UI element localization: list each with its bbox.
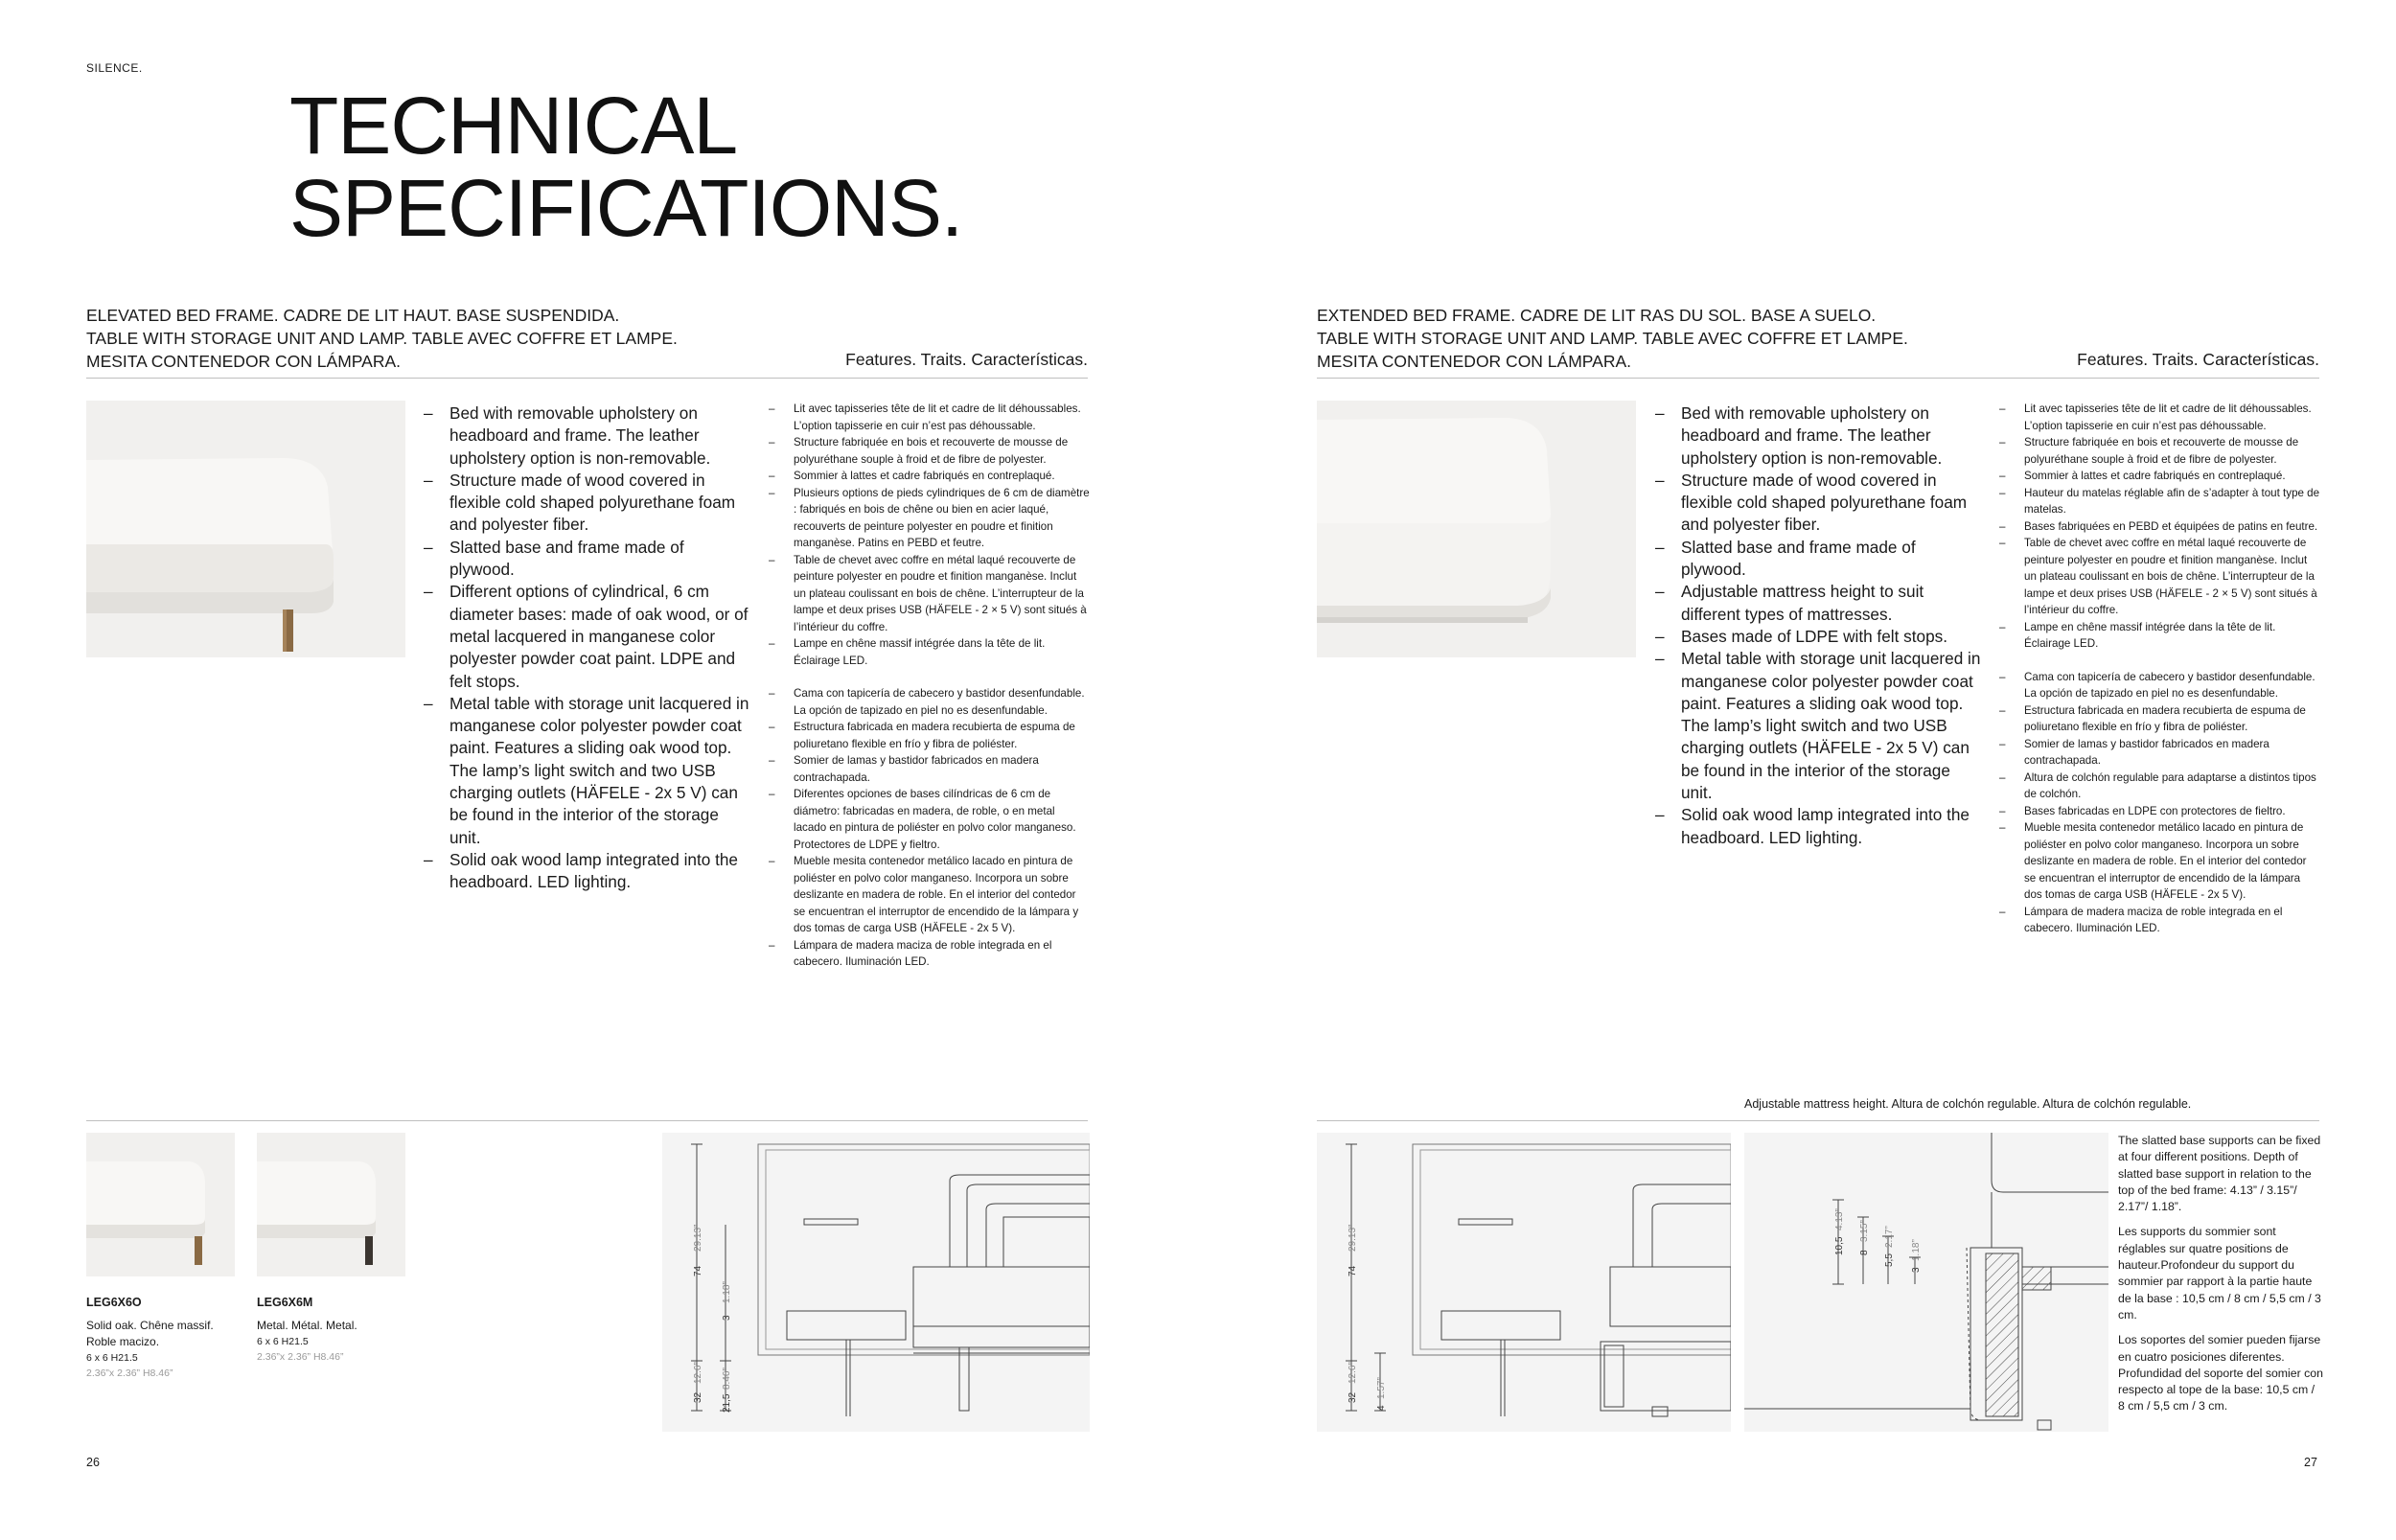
right-header-line-3: MESITA CONTENEDOR CON LÁMPARA. [1317, 352, 1632, 371]
list-item: – Sommier à lattes et cadre fabriqués en contreplaqué. [769, 468, 1090, 485]
detail-dim-1: 10,5 [1834, 1236, 1845, 1255]
list-item: – Plusieurs options de pieds cylindriques de 6 cm de diamètre : fabriqués en bois de chêne ou bien en acier laqué, recouverts de peinture polyester en poudre et finition manganèse. Patins en PEBD et feutre. [769, 485, 1090, 552]
metal-leg-bed-illustration [257, 1133, 405, 1276]
dim-74-in: 29.13” [1348, 1224, 1358, 1252]
product-card-metal [257, 1296, 420, 1365]
dim-4-in: 1.57” [1376, 1377, 1387, 1399]
product-desc: Solid oak. Chêne massif. [86, 1319, 214, 1332]
product-card-oak [86, 1296, 249, 1381]
list-item: – Mueble mesita contenedor metálico lacado en pintura de poliéster en polvo color manganeso. Incorpora un sobre deslizante en madera de roble. En el interior del contedor se encuentran el interruptor de encendido de la lámpara dos tomas de carga USB (HÄFELE - 2x 5 V). [1999, 819, 2320, 904]
dim-74: 74 [1348, 1265, 1358, 1276]
list-item: – Table de chevet avec coffre en métal laqué recouverte de peinture polyester en poudre et finition manganèse. Inclut un plateau coulissant en bois de chêne. L’interrupteur de la lampe et deux prises USB (HÄFELE - 2 × 5 V) sont situés à l’intérieur du coffre. [769, 552, 1090, 636]
right-english-features [1655, 402, 1981, 849]
list-item: – Bases fabricadas en LDPE con protectores de fieltro. [1999, 803, 2320, 820]
product-code: LEG6X6O [86, 1296, 142, 1309]
note-fr: Les supports du sommier sont réglables sur quatre positions de hauteur.Profondeur du support du sommier par rapport à la partie haute de la base : 10,5 cm / 8 cm / 5,5 cm / 3 cm. [2118, 1225, 2321, 1322]
left-section-header [86, 304, 757, 373]
right-french-features [1999, 401, 2320, 653]
dim-21: 21,5 [722, 1393, 732, 1413]
left-french-features [769, 401, 1090, 669]
left-header-rule [86, 378, 1088, 379]
list-item: – Estructura fabricada en madera recubierta de espuma de poliuretano flexible en frío y fibra de poliéster. [1999, 702, 2320, 736]
detail-dim-2: 8 [1859, 1250, 1870, 1255]
list-item: – Table de chevet avec coffre en métal laqué recouverte de peinture polyester en poudre et finition manganèse. Inclut un plateau coulissant en bois de chêne. L’interrupteur de la lampe et deux prises USB (HÄFELE - 2 × 5 V) sont situés à l’intérieur du coffre. [1999, 535, 2320, 619]
elevated-bed-illustration [86, 401, 405, 657]
dim-4: 4 [1376, 1405, 1387, 1411]
left-technical-drawing [662, 1133, 1090, 1432]
dim-32-in: 12.6” [693, 1362, 703, 1384]
brand-label: SILENCE. [86, 61, 143, 75]
list-item: – Different options of cylindrical, 6 cm diameter bases: made of oak wood, or of metal lacquered in manganese color polyester powder coat paint. LDPE and felt stops. [424, 581, 749, 692]
list-item: – Sommier à lattes et cadre fabriqués en contreplaqué. [1999, 468, 2320, 485]
list-item: – Somier de lamas y bastidor fabricados en madera contrachapada. [769, 752, 1090, 786]
right-section-header [1317, 304, 1988, 373]
dim-32-in: 12.6” [1348, 1362, 1358, 1384]
right-header-line-2: TABLE WITH STORAGE UNIT AND LAMP. TABLE AVEC COFFRE ET LAMPE. [1317, 329, 1908, 348]
slatted-base-detail-drawing [1744, 1133, 2108, 1432]
right-technical-drawing [1317, 1133, 1731, 1432]
left-bottom-rule [86, 1120, 1088, 1121]
oak-leg-bed-illustration [86, 1133, 235, 1276]
page-title [289, 80, 963, 253]
list-item: – Estructura fabricada en madera recubierta de espuma de poliuretano flexible en frío y fibra de poliéster. [769, 719, 1090, 752]
elevated-bed-section-drawing [662, 1133, 1090, 1432]
dim-32: 32 [693, 1391, 703, 1403]
list-item: – Slatted base and frame made of plywood. [1655, 537, 1981, 582]
list-item: – Structure fabriquée en bois et recouverte de mousse de polyuréthane souple à froid et de fibre de polyester. [1999, 434, 2320, 468]
right-spanish-features [1999, 669, 2320, 937]
detail-dim-3-in: 2.17” [1884, 1226, 1895, 1248]
product-desc: Metal. Métal. Metal. [257, 1319, 357, 1332]
left-header-line-1: ELEVATED BED FRAME. CADRE DE LIT HAUT. BASE SUSPENDIDA. [86, 306, 620, 325]
list-item: – Metal table with storage unit lacquered in manganese color polyester powder coat paint. Features a sliding oak wood top. The lamp’s light switch and two USB charging outlets (HÄFELE - 2x 5 V) can be found in the interior of the storage unit. [424, 693, 749, 849]
list-item: – Hauteur du matelas réglable afin de s’adapter à tout type de matelas. [1999, 485, 2320, 518]
product-photo-oak [86, 1133, 235, 1276]
list-item: – Solid oak wood lamp integrated into the headboard. LED lighting. [1655, 804, 1981, 849]
left-features-label: Features. Traits. Características. [845, 350, 1088, 369]
page-number-right: 27 [2304, 1456, 2317, 1469]
product-dims: 6 x 6 H21.5 [257, 1336, 309, 1347]
page-number-left: 26 [86, 1456, 100, 1469]
list-item: – Adjustable mattress height to suit different types of mattresses. [1655, 581, 1981, 626]
list-item: – Structure made of wood covered in flexible cold shaped polyurethane foam and polyester fiber. [1655, 470, 1981, 537]
list-item: – Bases fabriquées en PEBD et équipées de patins en feutre. [1999, 518, 2320, 536]
list-item: – Lámpara de madera maciza de roble integrada en el cabecero. Iluminación LED. [1999, 904, 2320, 937]
adjustable-height-caption: Adjustable mattress height. Altura de colchón regulable. Altura de colchón regulable. [1744, 1097, 2192, 1111]
list-item: – Bed with removable upholstery on headboard and frame. The leather upholstery option is non-removable. [424, 402, 749, 470]
product-dims-inches: 2.36”x 2.36” H8.46” [86, 1368, 173, 1379]
left-translated-features [769, 401, 1090, 971]
right-header-rule [1317, 378, 2319, 379]
left-english-features [424, 402, 749, 894]
detail-dim-3: 5,5 [1884, 1253, 1895, 1267]
dim-74: 74 [693, 1265, 703, 1276]
list-item: – Cama con tapicería de cabecero y bastidor desenfundable. La opción de tapizado en piel no es desenfundable. [1999, 669, 2320, 702]
right-bottom-rule-a [1317, 1120, 1746, 1121]
detail-dim-1-in: 4.13” [1834, 1208, 1845, 1230]
left-header-line-2: TABLE WITH STORAGE UNIT AND LAMP. TABLE AVEC COFFRE ET LAMPE. [86, 329, 678, 348]
product-dims-inches: 2.36”x 2.36” H8.46” [257, 1351, 344, 1363]
detail-dim-4-in: 1.18” [1911, 1239, 1922, 1261]
list-item: – Lampe en chêne massif intégrée dans la tête de lit. Éclairage LED. [769, 635, 1090, 669]
list-item: – Somier de lamas y bastidor fabricados en madera contrachapada. [1999, 736, 2320, 770]
left-bed-photo [86, 401, 405, 657]
extended-bed-section-drawing [1317, 1133, 1731, 1432]
right-bottom-rule-b [1744, 1120, 2319, 1121]
list-item: – Solid oak wood lamp integrated into the headboard. LED lighting. [424, 849, 749, 894]
list-item: – Altura de colchón regulable para adaptarse a distintos tipos de colchón. [1999, 770, 2320, 803]
slatted-base-notes [2118, 1133, 2324, 1424]
detail-dim-4: 3 [1911, 1267, 1922, 1273]
right-translated-features [1999, 401, 2320, 937]
list-item: – Bases made of LDPE with felt stops. [1655, 626, 1981, 648]
list-item: – Lit avec tapisseries tête de lit et cadre de lit déhoussables. L’option tapisserie en cuir n’est pas déhoussable. [1999, 401, 2320, 434]
list-item: – Cama con tapicería de cabecero y bastidor desenfundable. La opción de tapizado en piel no es desenfundable. [769, 685, 1090, 719]
right-detail-drawing [1744, 1133, 2108, 1432]
left-header-line-3: MESITA CONTENEDOR CON LÁMPARA. [86, 352, 402, 371]
dim-21-in: 8.46” [722, 1368, 732, 1390]
list-item: – Lampe en chêne massif intégrée dans la tête de lit. Éclairage LED. [1999, 619, 2320, 653]
title-line-2: SPECIFICATIONS. [289, 163, 963, 253]
list-item: – Slatted base and frame made of plywood. [424, 537, 749, 582]
note-es: Los soportes del somier pueden fijarse en cuatro posiciones diferentes. Profundidad del soporte del somier con respecto al tope de la base: 10,5 cm / 8 cm / 5,5 cm / 3 cm. [2118, 1333, 2323, 1414]
detail-dim-2-in: 3.15” [1859, 1220, 1870, 1242]
right-bed-photo [1317, 401, 1636, 657]
list-item: – Structure made of wood covered in flexible cold shaped polyurethane foam and polyester fiber. [424, 470, 749, 537]
left-spanish-features [769, 685, 1090, 971]
list-item: – Bed with removable upholstery on headboard and frame. The leather upholstery option is non-removable. [1655, 402, 1981, 470]
note-en: The slatted base supports can be fixed at four different positions. Depth of slatted base support in relation to the top of the bed frame: 4.13” / 3.15”/ 2.17”/ 1.18”. [2118, 1134, 2321, 1214]
title-line-1: TECHNICAL [289, 80, 738, 171]
product-dims: 6 x 6 H21.5 [86, 1352, 138, 1364]
product-desc: Roble macizo. [86, 1335, 160, 1348]
list-item: – Structure fabriquée en bois et recouverte de mousse de polyuréthane souple à froid et de fibre de polyester. [769, 434, 1090, 468]
right-features-label: Features. Traits. Características. [2077, 350, 2319, 369]
dim-32: 32 [1348, 1391, 1358, 1403]
right-header-line-1: EXTENDED BED FRAME. CADRE DE LIT RAS DU SOL. BASE A SUELO. [1317, 306, 1877, 325]
product-photo-metal [257, 1133, 405, 1276]
dim-74-in: 29.13” [693, 1224, 703, 1252]
extended-bed-illustration [1317, 401, 1636, 657]
list-item: – Diferentes opciones de bases cilíndricas de 6 cm de diámetro: fabricadas en madera, de roble, o en metal lacado en pintura de poliéster en polvo color manganeso. Protectores de LDPE y fieltro. [769, 786, 1090, 853]
product-code: LEG6X6M [257, 1296, 313, 1309]
dim-3: 3 [722, 1315, 732, 1321]
list-item: – Mueble mesita contenedor metálico lacado en pintura de poliéster en polvo color manganeso. Incorpora un sobre deslizante en madera de roble. En el interior del contedor se encuentran el interruptor de encendido de la lámpara y dos tomas de carga USB (HÄFELE - 2x 5 V). [769, 853, 1090, 937]
dim-3-in: 1.18” [722, 1281, 732, 1303]
list-item: – Lit avec tapisseries tête de lit et cadre de lit déhoussables. L’option tapisserie en cuir n’est pas déhoussable. [769, 401, 1090, 434]
list-item: – Metal table with storage unit lacquered in manganese color polyester powder coat paint. Features a sliding oak wood top. The lamp’s light switch and two USB charging outlets (HÄFELE - 2x 5 V) can be found in the interior of the storage unit. [1655, 648, 1981, 804]
list-item: – Lámpara de madera maciza de roble integrada en el cabecero. Iluminación LED. [769, 937, 1090, 971]
